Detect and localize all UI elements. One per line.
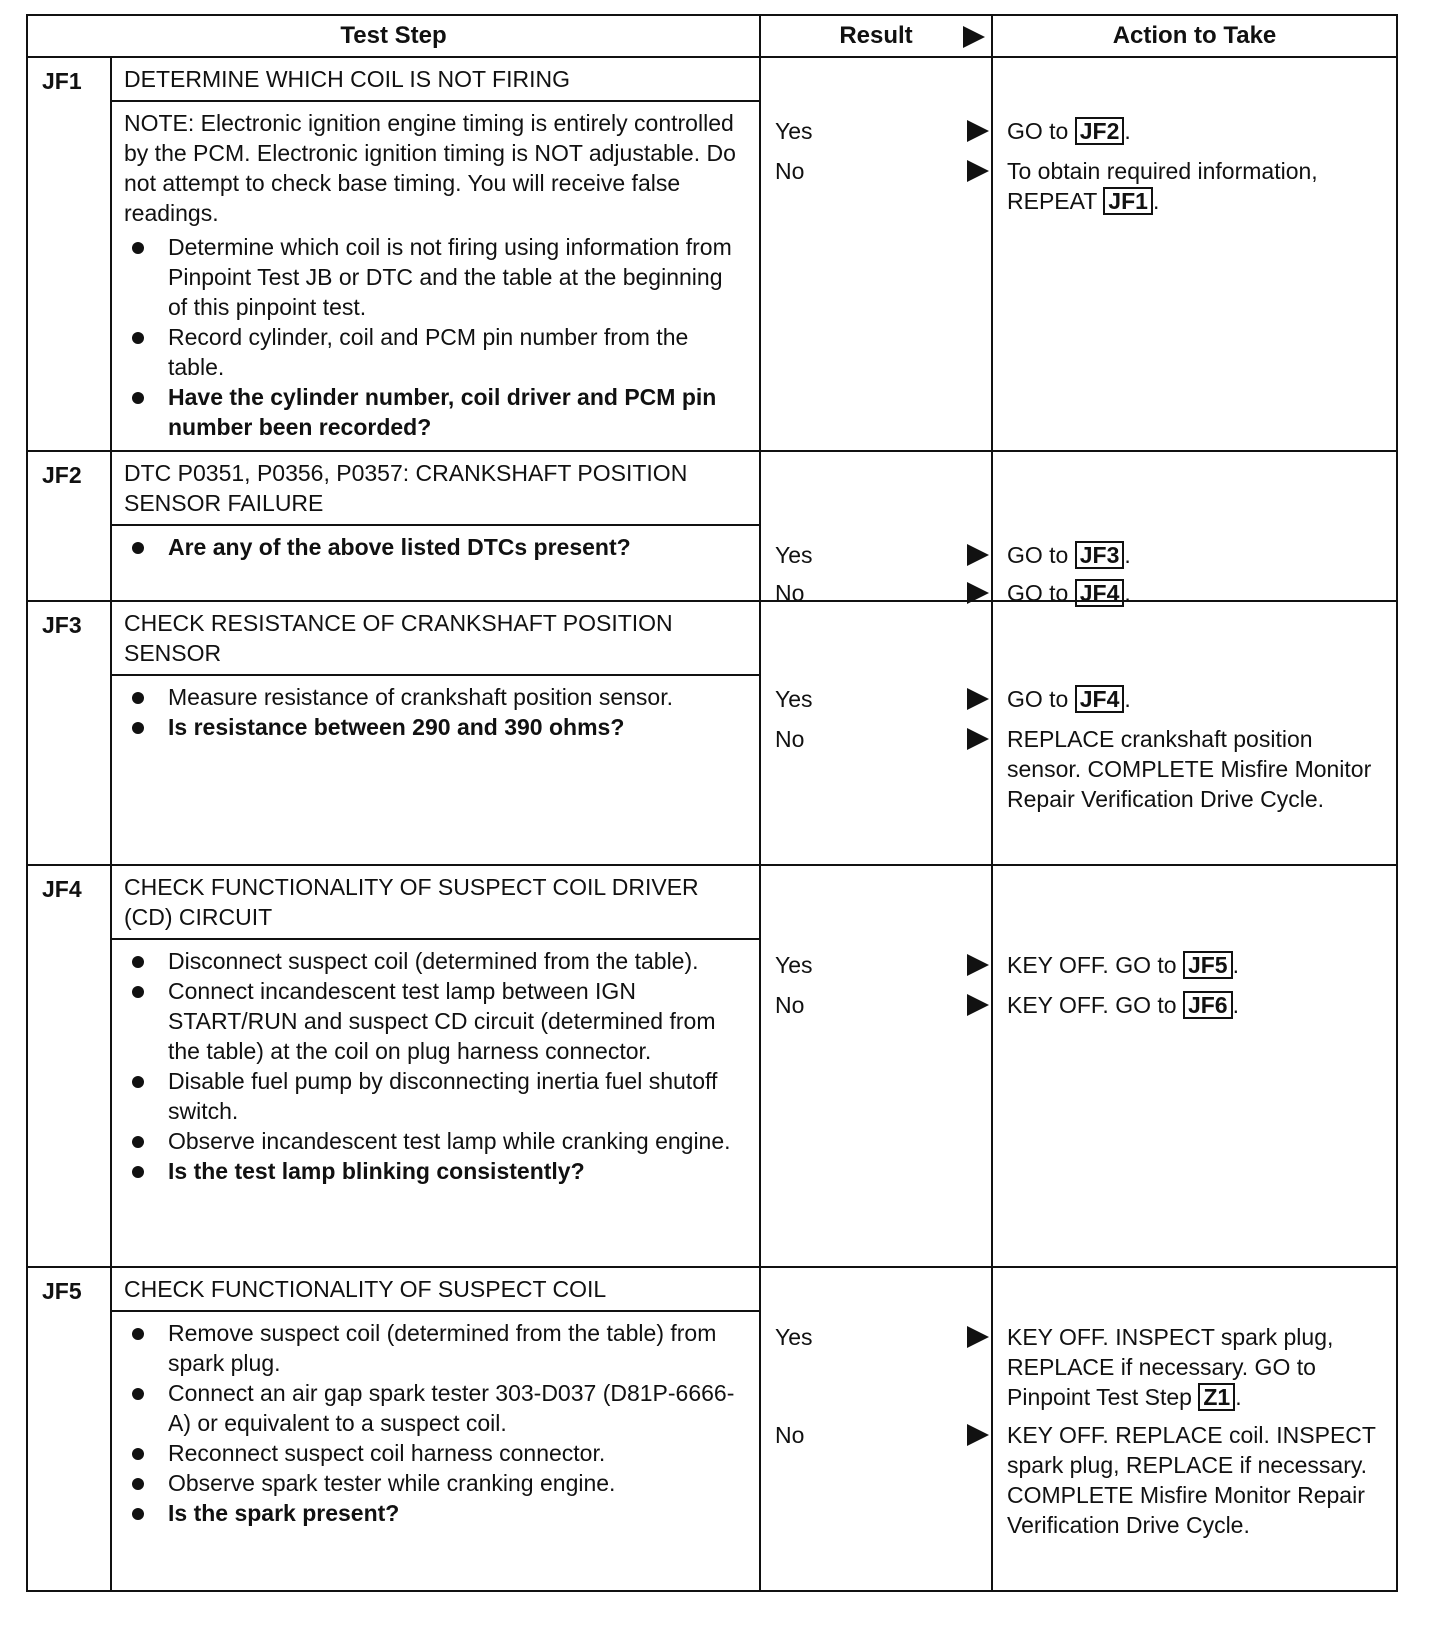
action-post: . (1232, 952, 1239, 978)
step-question: Have the cylinder number, coil driver and PCM pin number been recorded? (124, 382, 745, 442)
arrow-right-icon (967, 120, 989, 142)
arrow-right-icon (967, 1326, 989, 1348)
action-pre: KEY OFF. INSPECT spark plug, REPLACE if necessary. GO to Pinpoint Test Step (1007, 1324, 1334, 1410)
step-bullet-list (124, 946, 745, 1186)
action-pre: GO to (1007, 118, 1075, 144)
action-post: . (1124, 686, 1131, 712)
action-post: . (1124, 542, 1131, 568)
step-bullet: Determine which coil is not firing using information from Pinpoint Test JB or DTC and the table at the beginning of this pinpoint test. (124, 232, 745, 322)
result-label: No (775, 1422, 805, 1448)
result-label: Yes (775, 1324, 813, 1350)
action-post: . (1152, 188, 1160, 214)
step-question: Is the spark present? (124, 1498, 745, 1528)
step-bullet: Remove suspect coil (determined from the table) from spark plug. (124, 1318, 745, 1378)
action-text (1007, 1420, 1386, 1540)
action-text (1007, 116, 1386, 146)
step-reference[interactable]: JF2 (1075, 117, 1125, 145)
step-row-jf1 (27, 57, 1397, 101)
step-title: DETERMINE WHICH COIL IS NOT FIRING (111, 57, 760, 101)
header-result (760, 15, 992, 57)
action-pre: GO to (1007, 542, 1075, 568)
action-cell (992, 865, 1397, 1267)
step-body (111, 101, 760, 451)
step-bullet: Measure resistance of crankshaft position sensor. (124, 682, 745, 712)
step-row-jf5 (27, 1267, 1397, 1311)
pinpoint-test-table (26, 14, 1396, 1592)
action-pre: To obtain required information, REPEAT (1007, 158, 1318, 214)
header-action: Action to Take (992, 15, 1397, 57)
action-pre: GO to (1007, 580, 1075, 606)
step-bullet: Disable fuel pump by disconnecting inertia fuel shutoff switch. (124, 1066, 745, 1126)
result-cell (760, 865, 992, 1267)
step-bullet-list (124, 532, 745, 562)
action-pre: KEY OFF. REPLACE coil. INSPECT spark plug, REPLACE if necessary. COMPLETE Misfire Monitor Repair Verification Drive Cycle. (1007, 1422, 1376, 1538)
step-reference[interactable]: JF1 (1103, 187, 1153, 215)
step-title: CHECK RESISTANCE OF CRANKSHAFT POSITION SENSOR (111, 601, 760, 675)
step-bullet: Connect an air gap spark tester 303-D037 (D81P-6666-A) or equivalent to a suspect coil. (124, 1378, 745, 1438)
step-id: JF1 (42, 68, 82, 94)
step-reference[interactable]: JF4 (1075, 685, 1125, 713)
step-bullet-list (124, 682, 745, 742)
result-label: Yes (775, 542, 813, 568)
result-label: No (775, 992, 805, 1018)
result-label: No (775, 726, 805, 752)
action-text (1007, 1322, 1386, 1412)
result-cell (760, 451, 992, 606)
step-id: JF5 (42, 1278, 82, 1304)
header-result-label: Result (839, 22, 913, 49)
step-bullet: Reconnect suspect coil harness connector. (124, 1438, 745, 1468)
step-body (111, 525, 760, 601)
step-bullet-list (124, 232, 745, 442)
step-reference[interactable]: JF5 (1183, 951, 1233, 979)
step-reference[interactable]: JF6 (1183, 991, 1233, 1019)
result-label: Yes (775, 952, 813, 978)
action-post: . (1232, 992, 1239, 1018)
step-question: Are any of the above listed DTCs present? (124, 532, 745, 562)
step-body (111, 675, 760, 865)
step-reference[interactable]: Z1 (1198, 1383, 1235, 1411)
action-post: . (1124, 118, 1131, 144)
action-text (1007, 950, 1386, 980)
step-id-cell (27, 601, 111, 865)
step-note: NOTE: Electronic ignition engine timing is entirely controlled by the PCM. Electronic ignition timing is NOT adjustable. Do not attempt to check base timing. You will receive false readings. (124, 110, 736, 226)
action-cell (992, 57, 1397, 451)
action-pre: REPLACE crankshaft position sensor. COMPLETE Misfire Monitor Repair Verification Drive Cycle. (1007, 726, 1372, 812)
step-id-cell (27, 57, 111, 451)
arrow-right-icon (963, 26, 985, 48)
arrow-right-icon (967, 688, 989, 710)
step-question: Is the test lamp blinking consistently? (124, 1156, 745, 1186)
step-body (111, 939, 760, 1267)
step-id: JF4 (42, 876, 82, 902)
arrow-right-icon (967, 544, 989, 566)
arrow-right-icon (967, 728, 989, 750)
step-body (111, 1311, 760, 1591)
step-bullet: Observe incandescent test lamp while cranking engine. (124, 1126, 745, 1156)
result-cell (760, 1267, 992, 1591)
action-pre: GO to (1007, 686, 1075, 712)
step-question: Is resistance between 290 and 390 ohms? (124, 712, 745, 742)
step-bullet: Record cylinder, coil and PCM pin number from the table. (124, 322, 745, 382)
action-text (1007, 724, 1386, 814)
step-reference[interactable]: JF3 (1075, 541, 1125, 569)
step-id: JF3 (42, 612, 82, 638)
step-row-jf3 (27, 601, 1397, 675)
step-id: JF2 (42, 462, 82, 488)
action-text (1007, 540, 1386, 570)
arrow-right-icon (967, 160, 989, 182)
result-label: Yes (775, 686, 813, 712)
step-row-jf2 (27, 451, 1397, 525)
step-id-cell (27, 1267, 111, 1591)
step-title: CHECK FUNCTIONALITY OF SUSPECT COIL (111, 1267, 760, 1311)
action-text (1007, 990, 1386, 1020)
step-id-cell (27, 451, 111, 601)
action-cell (992, 601, 1397, 865)
step-bullet: Observe spark tester while cranking engine. (124, 1468, 745, 1498)
result-cell (760, 57, 992, 451)
action-pre: KEY OFF. GO to (1007, 992, 1183, 1018)
arrow-right-icon (967, 954, 989, 976)
step-bullet: Connect incandescent test lamp between IGN START/RUN and suspect CD circuit (determined from the table) at the coil on plug harness connector. (124, 976, 745, 1066)
action-cell (992, 451, 1397, 606)
step-bullet: Disconnect suspect coil (determined from the table). (124, 946, 745, 976)
result-label: No (775, 580, 805, 606)
action-post: . (1124, 580, 1131, 606)
step-reference[interactable]: JF4 (1075, 579, 1125, 607)
action-cell (992, 1267, 1397, 1591)
result-label: Yes (775, 118, 813, 144)
arrow-right-icon (967, 994, 989, 1016)
step-row-jf4 (27, 865, 1397, 939)
result-cell (760, 601, 992, 865)
step-id-cell (27, 865, 111, 1267)
arrow-right-icon (967, 1424, 989, 1446)
action-pre: KEY OFF. GO to (1007, 952, 1183, 978)
result-label: No (775, 158, 805, 184)
step-bullet-list (124, 1318, 745, 1528)
action-text (1007, 684, 1386, 714)
header-test-step: Test Step (27, 15, 760, 57)
step-title: DTC P0351, P0356, P0357: CRANKSHAFT POSITION SENSOR FAILURE (111, 451, 760, 525)
step-title: CHECK FUNCTIONALITY OF SUSPECT COIL DRIVER (CD) CIRCUIT (111, 865, 760, 939)
action-text (1007, 156, 1386, 216)
action-post: . (1235, 1384, 1242, 1410)
